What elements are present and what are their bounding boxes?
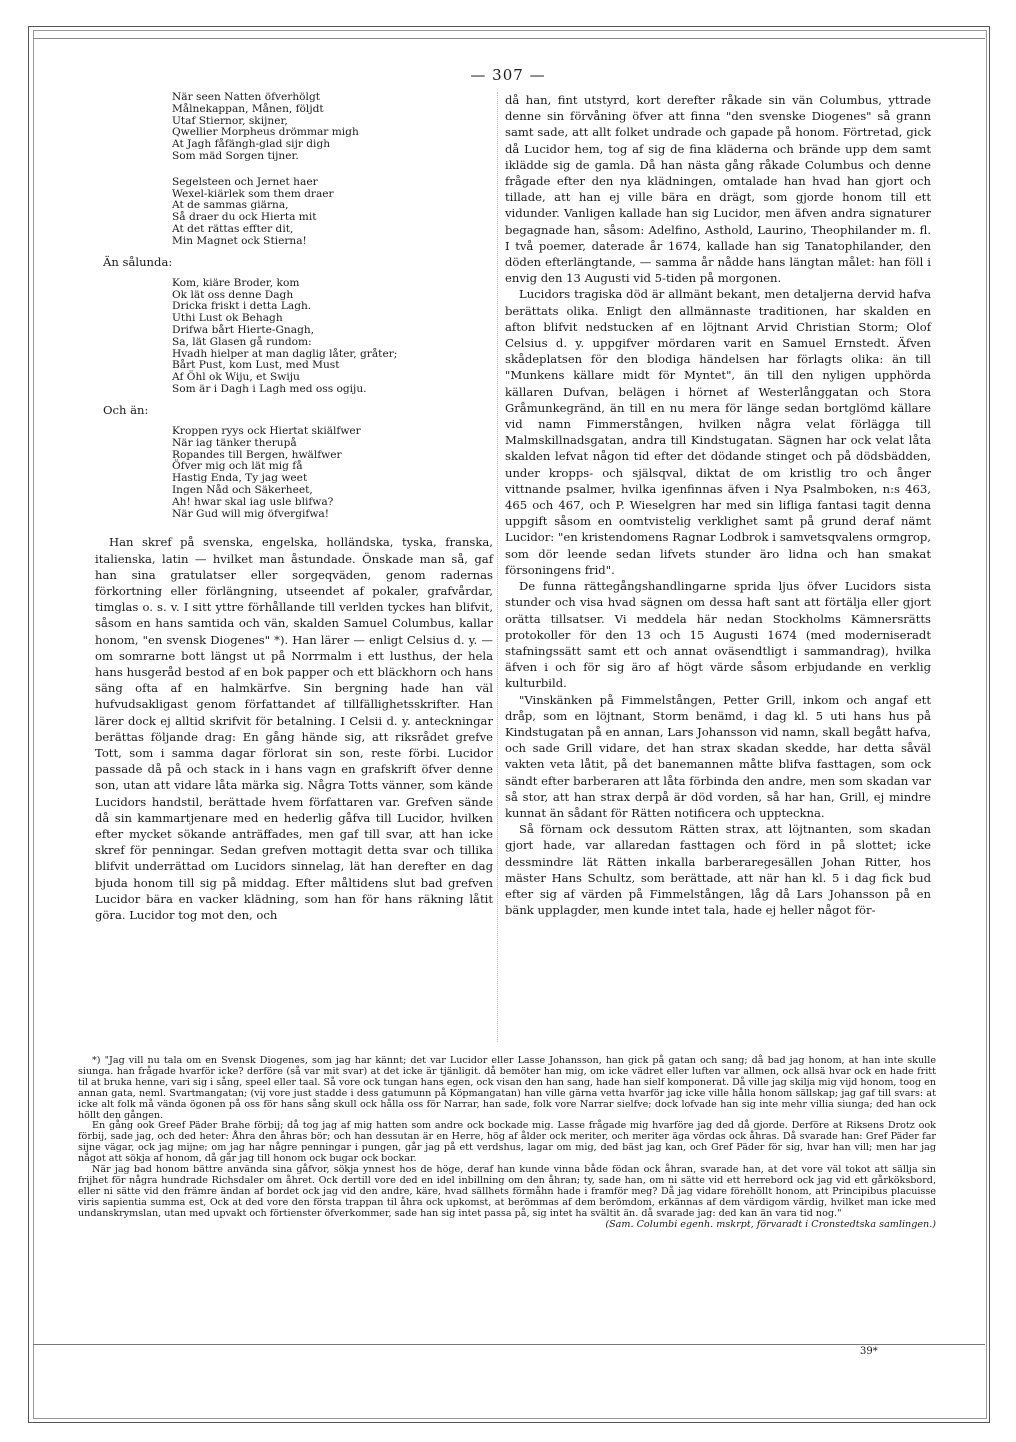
poem-stanza-2 bbox=[172, 177, 493, 248]
poem-line: Dricka friskt i detta Lagh. bbox=[172, 300, 312, 313]
poem-line: Målnekappan, Månen, följdt bbox=[172, 102, 324, 115]
poem-line: Så draer du ock Hierta mit bbox=[172, 211, 317, 224]
poem-line: När Gud will mig öfvergifwa! bbox=[172, 507, 329, 520]
body-paragraph: De funna rättegångshandlingarne sprida ljus öfver Lucidors sista stunder och visa hvad sägnen om dessa haft sant att förtälja eller gjort orätta tillsatser. Vi meddela här nedan Stockholms Kämnersrätts protokoller för den 13 och 15 Augusti 1674 (med moderniseradt stafningssätt samt ett och annat oväsendtligt i sammandrag), hvilka äfven i och för sig äro af högt värde såsom erbjudande en verklig kulturbild. bbox=[505, 579, 931, 691]
poem-line: Wexel-kiärlek som them draer bbox=[172, 187, 334, 200]
footnote-paragraph: När jag bad honom bättre använda sina gåfvor, sökja ynnest hos de höge, deraf han kunde vinna både födan ock åhran, svarade han, at det vore väl tokot att sällja sin frijhet för några hundrade Richsdaler om åhret. Ock dertill vore ded en idel inbillning om den åhran; ty, sade han, om ni sätte vid ett herrebord ock jag vid ett gårköksbord, eller ni sätte vid den främre ändan af bordet ock jag vid den andre, käre, hvad sällhets förmåhn hade i framför meg? Då jag vidare förehöllt honom, att Principibus placuisse viris sapientia summa est, Ock at ded vore den första trappan til åhra ock upkomst, at berömmas af dem berömdom, erkännas af dem värdigom värdig, hvilket man icke med undanskrymslan, utan med upvakt och förtienster öfverkommer, sade han sig intet passa på, sig intet ha svältit än. då svarade jag: ded kan än vara tid nog." bbox=[78, 1164, 936, 1219]
poem-line: Uthi Lust ok Behagh bbox=[172, 312, 283, 325]
right-column bbox=[505, 92, 931, 918]
body-paragraph: då han, fint utstyrd, kort derefter råkade sin vän Columbus, yttrade denne sin förvåning öfver att finna "den svenske Diogenes" så grann samt sade, att allt folket undrade och gapade på honom. Förtretad, gick då Lucidor hem, tog af sig de fina kläderna och brände upp dem samt iklädde sig de gamla. Då han nästa gång råkade Columbus och denne frågade efter den nya klädningen, omtalade han hvad han gjort och tillade, att han ej ville bära en drägt, som gjorde honom till ett vidunder. Vanligen kallade han sig Lucidor, men äfven andra signaturer begagnade han, såsom: Adelfino, Asthold, Laurino, Theophilander m. fl. I två poemer, daterade år 1674, kallade han sig Tanatophilander, den döden efterlängtande, — samma år nådde hans längtan målet: han föll i envig den 13 Augusti vid 5-tiden på morgonen. bbox=[505, 93, 931, 286]
poem-line: Ok lät oss denne Dagh bbox=[172, 288, 294, 301]
poem-line: Min Magnet ock Stierna! bbox=[172, 234, 307, 247]
poem-stanza-1 bbox=[172, 92, 493, 163]
poem-line: Bårt Pust, kom Lust, med Must bbox=[172, 359, 340, 372]
poem-line: När iag tänker therupå bbox=[172, 436, 297, 449]
poem-line: Kroppen ryys ock Hiertat skiälfwer bbox=[172, 424, 361, 437]
footnote-paragraph: *) "Jag vill nu tala om en Svensk Diogenes, som jag har kännt; det var Lucidor eller Lasse Johansson, han gick på gatan och sang; då bad jag honom, at han inte skulle siunga. han frågade hvarför icke? derföre (så var mit svar) at det icke är tjänligit. då bemöter han mig, om icke vädret eller luften var allmen, ock allsä hvar ock en hade fritt til at bruka henne, vari sig i sång, speel eller taal. Så vore ock tungan hans egen, ock visan den han sang, hade han sielf komponerat. Då ville jag skilja mig vijd honom, toog en annan gata, neml. Svartmangatan; (vij vore just stadde i dess gatumunn på Köpmangatan) han ville gärna vetta hvarför jag icke ville hålla honom sällskap; jag gaf till svars: at icke alt folk må vända ögonen på oss för hans sång skull ock hålla oss för Narrar, han sade, folk vore Narrar sielfve; dock lofvade han sig inte mehr villia siunga; ded han ock höllt den gången. bbox=[78, 1055, 936, 1121]
poem-line: Ingen Nåd och Säkerheet, bbox=[172, 483, 313, 496]
footnote-paragraph: En gång ook Greef Päder Brahe förbij; då tog jag af mig hatten som andre ock bockade mig. Lasse frågade mig hvarföre jag ded då gjorde. Derföre at Riksens Drotz ook förbij, sade jag, och ded heter: Åhra den åhras bör; och han dessutan är en Herre, hög af ålder ock meriter, och meriter äga vördas ock åhras. Då svarade han: Gref Päder far sijne vägar, ock jag mijne; om jag har någre penningar i pungen, går jag på ett verdshus, lagar om mig, ded bäst jag kan, och Gref Päder för sig, hvar han vill; men har jag något att sökja af honom, då går jag till honom ock bugar ock bockar. bbox=[78, 1120, 936, 1165]
poem-line: Som är i Dagh i Lagh med oss ogiju. bbox=[172, 382, 367, 395]
footnote-source: (Sam. Columbi egenh. mskrpt, förvaradt i Cronstedtska samlingen.) bbox=[605, 1218, 936, 1230]
poem-line: Hvadh hielper at man daglig låter, gråter; bbox=[172, 347, 398, 360]
poem-line: At Jagh fåfängh-glad sijr digh bbox=[172, 138, 331, 151]
body-paragraph: "Vinskänken på Fimmelstången, Petter Grill, inkom och angaf ett dråp, som en löjtnant, Storm benämd, i dag kl. 5 uti hans hus på Kindstugatan på en annan, Lars Johansson vid namn, skall begått hafva, och sade Grill vidare, det han strax skadan skedde, har detta såväl vakten veta låtit, på det banemannen måtte blifva fasttagen, som ock sändt efter barberaren att låta förbinda den andre, men som skadan var så stor, att han strax derpå är död vorden, så har han, Grill, ej mindre kunnat än sådant för Rätten notificera och uppteckna. bbox=[505, 692, 931, 820]
poem-line: När seen Natten öfverhölgt bbox=[172, 91, 320, 103]
poem-line: Öfver mig och lät mig få bbox=[172, 460, 303, 473]
body-paragraph: Så förnam ock dessutom Rätten strax, att löjtnanten, som skadan gjort hade, var allaredan fasttagen och förd in på slottet; icke dessmindre lät Rätten inkalla barberaregesällen Johan Ritter, hos mäster Hans Schultz, som berättade, att när han kl. 5 i dag fick bud efter sig af värden på Fimmelstången, låg då Lars Johansson på en bänk upplagder, men kunde intet tala, hade ej heller något för- bbox=[505, 822, 931, 918]
poem-line: Ah! hwar skal iag usle blifwa? bbox=[172, 495, 334, 508]
poem-intro: Och än: bbox=[103, 402, 149, 417]
poem-line: Af Öhl ok Wiju, et Swiju bbox=[172, 371, 300, 384]
poem-line: Hastig Enda, Ty jag weet bbox=[172, 472, 308, 485]
poem-line: Kom, kiäre Broder, kom bbox=[172, 276, 300, 289]
header-rule bbox=[33, 38, 985, 39]
poem-intro: Än sålunda: bbox=[103, 254, 173, 269]
body-paragraph: Lucidors tragiska död är allmänt bekant, men detaljerna dervid hafva berättats olika. Enligt den allmännaste traditionen, har skalden en afton blifvit nedstucken af en löjtnant Arvid Christian Storm; Olof Celsius d. y. uppgifver mördaren varit en Samuel Ernstedt. Äfven skådeplatsen för den blodiga händelsen har förlagts olika: än till "Munkens källare midt för Myntet", än till den nyligen upphörda källaren Dufvan, belägen i hörnet af Westerlånggatan och Stora Gråmunkegränd, än till en nu mera för länge sedan bortglömd källare vid namn Fimmerstången, hvilken några velat förlägga till Malmskillnadsgatan, andra till Kindstugatan. Sägnen har ock velat låta skalden lefvat någon tid efter det dödande stinget och på dödsbädden, under kropps- och själsqval, diktat de om kristlig tro och ånger vittnande psalmer, hvilka igenfinnas äfven i Nya Psalmboken, n:s 463, 465 och 467, och P. Wieselgren har med sin lifliga fantasi tagit denna uppgift såsom en oomtvistelig verklighet samt på grund deraf nämt Lucidor: "en kristendomens Ragnar Lodbrok i samvetsqvalens ormgrop, som dör leende sedan lifvets stunder äro lidna och han smakat försoningens frid". bbox=[505, 287, 931, 577]
poem-line: Som mäd Sorgen tijner. bbox=[172, 149, 299, 162]
poem-line: At de sammas giärna, bbox=[172, 199, 289, 212]
footnote bbox=[78, 1056, 936, 1231]
column-separator bbox=[497, 92, 498, 1042]
poem-stanza-4 bbox=[172, 426, 493, 520]
body-paragraph: Han skref på svenska, engelska, holländska, tyska, franska, italienska, latin — hvilket man åstundade. Önskade man så, gaf han sina gratulatser eller sorgeqväden, genom radernas förkortning eller förlängning, utseendet af pokaler, grafvårdar, timglas o. s. v. I sitt yttre förhållande till verlden tyckes han blifvit, såsom en hans samtida och vän, skalden Samuel Columbus, kallar honom, "en svensk Diogenes" *). Han lärer — enligt Celsius d. y. — om somrarne bott längst ut på Norrmalm i ett lusthus, der hela hans husgeråd bestod af en bok papper och ett bläckhorn och hans säng ofta af en halmkärfve. Sin bergning hade han väl hufvudsakligast genom författandet af tillfällighetsskrifter. Han lärer dock ej alltid skrifvit för betalning. I Celsii d. y. anteckningar berättas följande drag: En gång hände sig, att riksrådet grefve Tott, som i samma dagar förlorat sin son, reste förbi. Lucidor passade då på och stack in i hans vagn en grafskrift öfver denne son, utan att vidare låta märka sig. Några Totts vänner, som kände Lucidors handstil, berättade hvem författaren var. Grefven sände då sin kammartjenare med en hederlig gåfva till Lucidor, hvilken efter mycket sökande anträffades, men gaf till svar, att han icke skref för penningar. Sedan grefven mottagit detta svar och tillika blifvit underrättad om Lucidors sinnelag, lät han derefter en dag bjuda honom till sig på middag. Efter måltidens slut bad grefven Lucidor bära en vacker klädning, som han för hans räkning låtit göra. Lucidor tog mot den, och bbox=[95, 535, 493, 922]
poem-line: Qwellier Morpheus drömmar migh bbox=[172, 126, 359, 139]
page-number: — 307 — bbox=[470, 66, 546, 84]
poem-stanza-3 bbox=[172, 278, 493, 396]
poem-line: Drifwa bårt Hierte-Gnagh, bbox=[172, 323, 315, 336]
footer-rule bbox=[33, 1344, 985, 1345]
poem-line: Utaf Stiernor, skijner, bbox=[172, 114, 288, 127]
poem-line: Segelsteen och Jernet haer bbox=[172, 175, 318, 188]
left-column bbox=[95, 92, 493, 923]
poem-line: At det rättas effter dit, bbox=[172, 222, 294, 235]
signature-mark: 39* bbox=[860, 1346, 878, 1357]
poem-line: Sa, lät Glasen gå rundom: bbox=[172, 335, 312, 348]
poem-line: Ropandes till Bergen, hwälfwer bbox=[172, 448, 342, 461]
